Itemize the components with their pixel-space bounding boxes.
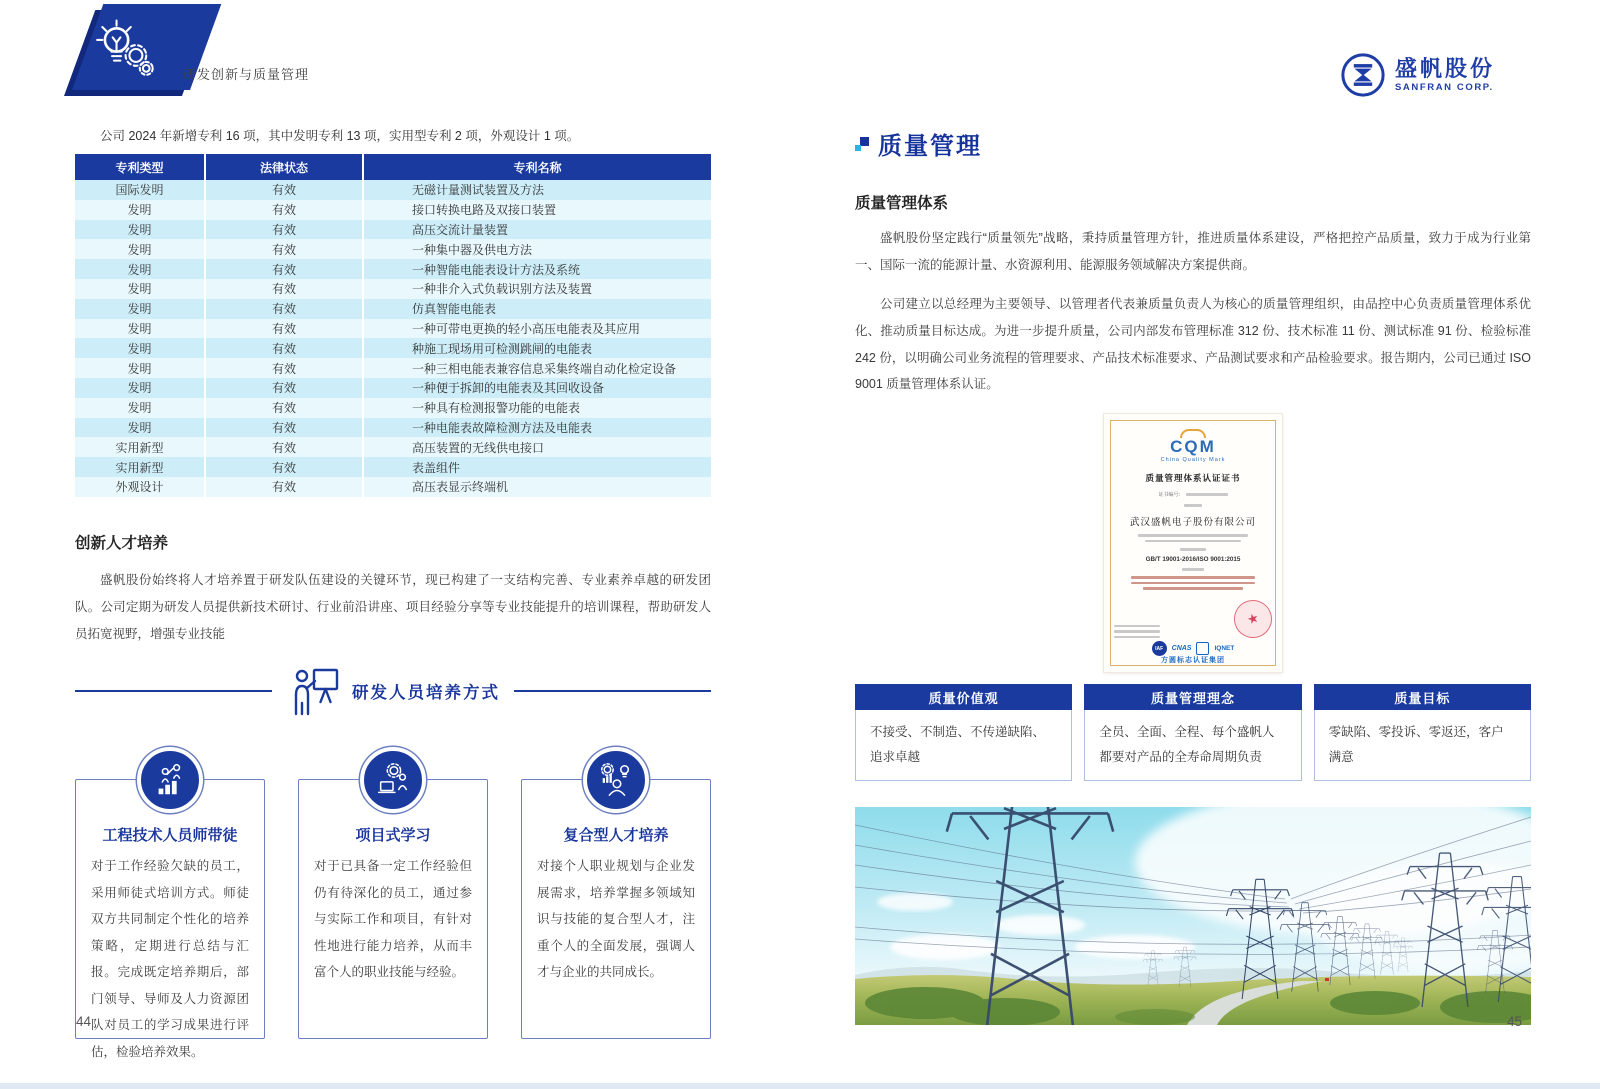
cell-type: 发明 [75, 299, 205, 319]
versatile-talent-icon [583, 747, 649, 813]
quality-box-values [855, 684, 1072, 781]
certificate-company: 武汉盛帆电子股份有限公司 [1129, 517, 1256, 529]
certificate-standard: GB/T 19001-2016/ISO 9001:2015 [1145, 556, 1241, 564]
logo-name-cn: 盛帆股份 [1394, 56, 1495, 82]
cqm-logo-subtitle: China Quality Mark [1160, 457, 1226, 464]
quality-boxes [855, 684, 1531, 781]
table-row [75, 358, 711, 378]
logo-name-en: SANFRAN CORP. [1394, 81, 1494, 93]
cell-type: 发明 [75, 239, 205, 259]
patent-intro: 公司 2024 年新增专利 16 项，其中发明专利 13 项，实用型专利 2 项，外观设计 1 项。 [100, 129, 580, 143]
card-title: 项目式学习 [355, 827, 431, 845]
cqm-logo: CQM [1170, 437, 1216, 457]
table-row [75, 319, 711, 339]
cell-name: 无磁计量测试装置及方法 [363, 180, 711, 200]
training-card-versatile [521, 779, 711, 1039]
company-logo-mark [1340, 52, 1386, 98]
transmission-towers-photo [855, 807, 1531, 1025]
page-number-right: 45 [1506, 1014, 1522, 1029]
cell-status: 有效 [205, 239, 363, 259]
quality-box-goals [1314, 684, 1531, 781]
cell-type: 发明 [75, 378, 205, 398]
col-header-status: 法律状态 [205, 154, 363, 180]
divider-line-right [514, 690, 711, 692]
talent-section-body: 盛帆股份始终将人才培养置于研发队伍建设的关键环节，现已构建了一支结构完善、专业素养卓越的研发团队。公司定期为研发人员提供新技术研讨、行业前沿讲座、项目经验分享等专业技能提升的培训课程，帮助研发人员拓宽视野，增强专业技能 [75, 572, 711, 641]
cell-status: 有效 [205, 437, 363, 457]
cell-type: 外观设计 [75, 477, 205, 497]
card-title: 工程技术人员师带徒 [102, 827, 238, 845]
mark-logo [1196, 642, 1209, 655]
card-title: 复合型人才培养 [563, 827, 669, 845]
iso-certificate [1104, 414, 1282, 672]
training-cards [75, 779, 711, 1059]
certificate-group-name: 方圆标志认证集团 [1161, 657, 1225, 665]
training-card-mentorship [75, 779, 265, 1059]
subsection-title: 质量管理体系 [855, 195, 949, 212]
red-seal-stamp: ★ [1229, 595, 1277, 643]
table-row [75, 477, 711, 497]
training-divider [75, 661, 711, 721]
cell-name: 表盖组件 [363, 457, 711, 477]
micro-text-line [1184, 504, 1202, 507]
micro-text-line [1145, 540, 1241, 543]
cell-name: 一种三相电能表兼容信息采集终端自动化检定设备 [363, 358, 711, 378]
cell-type: 发明 [75, 200, 205, 220]
table-row [75, 220, 711, 240]
quality-box-philosophy [1084, 684, 1301, 781]
micro-text-line [1182, 568, 1204, 571]
scope-text-line [1131, 576, 1255, 579]
table-header-row [75, 154, 711, 180]
cell-status: 有效 [205, 477, 363, 497]
cell-status: 有效 [205, 398, 363, 418]
cell-name: 接口转换电路及双接口装置 [363, 200, 711, 220]
box-body: 零缺陷、零投诉、零返还，客户满意 [1314, 710, 1531, 781]
table-row [75, 457, 711, 477]
certificate-dates [1114, 625, 1160, 639]
cell-status: 有效 [205, 418, 363, 438]
table-row [75, 437, 711, 457]
cell-type: 发明 [75, 220, 205, 240]
page-number-left: 44 [76, 1014, 92, 1029]
left-page [75, 126, 711, 1059]
table-row [75, 398, 711, 418]
project-learning-icon [360, 747, 426, 813]
patent-table [75, 154, 711, 497]
certificate-title: 质量管理体系认证证书 [1145, 473, 1241, 484]
box-body: 不接受、不制造、不传递缺陷、追求卓越 [855, 710, 1072, 781]
card-body: 对于工作经验欠缺的员工，采用师徒式培训方式。师徒双方共同制定个性化的培养策略，定期进行总结与汇报。完成既定培养期后，部门领导、导师及人力资源团队对员工的学习成果进行评估，检验培养效果。 [91, 859, 249, 1059]
cell-name: 种施工现场用可检测跳闸的电能表 [363, 338, 711, 358]
chapter-label: 研发创新与质量管理 [183, 67, 310, 82]
cell-status: 有效 [205, 220, 363, 240]
box-title: 质量管理理念 [1084, 684, 1301, 710]
cell-status: 有效 [205, 338, 363, 358]
talent-section-title: 创新人才培养 [75, 534, 169, 552]
training-card-project [298, 779, 488, 1039]
micro-text-line [1138, 534, 1248, 537]
table-row [75, 180, 711, 200]
table-row [75, 418, 711, 438]
cell-type: 发明 [75, 319, 205, 339]
training-divider-label: 研发人员培养方式 [352, 684, 500, 703]
cell-name: 高压表显示终端机 [363, 477, 711, 497]
cell-status: 有效 [205, 180, 363, 200]
cell-status: 有效 [205, 378, 363, 398]
accreditation-logos [1104, 641, 1282, 656]
cell-type: 发明 [75, 279, 205, 299]
cell-name: 一种集中器及供电方法 [363, 239, 711, 259]
cell-status: 有效 [205, 319, 363, 339]
cell-status: 有效 [205, 200, 363, 220]
cell-name: 高压装置的无线供电接口 [363, 437, 711, 457]
cell-name: 高压交流计量装置 [363, 220, 711, 240]
col-header-name: 专利名称 [363, 154, 711, 180]
cell-name: 一种具有检测报警功能的电能表 [363, 398, 711, 418]
cell-type: 发明 [75, 358, 205, 378]
cell-name: 一种非介入式负载识别方法及装置 [363, 279, 711, 299]
right-page [855, 126, 1531, 1025]
table-row [75, 259, 711, 279]
cell-type: 发明 [75, 338, 205, 358]
section-title: 质量管理 [878, 133, 982, 160]
cell-name: 仿真智能电能表 [363, 299, 711, 319]
cnas-logo: CNAS [1171, 645, 1192, 653]
cell-type: 国际发明 [75, 180, 205, 200]
cell-name: 一种电能表故障检测方法及电能表 [363, 418, 711, 438]
section-title-row [855, 126, 1531, 161]
cell-name: 一种智能电能表设计方法及系统 [363, 259, 711, 279]
cell-type: 实用新型 [75, 437, 205, 457]
cell-type: 实用新型 [75, 457, 205, 477]
cell-status: 有效 [205, 299, 363, 319]
table-row [75, 338, 711, 358]
cell-type: 发明 [75, 259, 205, 279]
cell-status: 有效 [205, 358, 363, 378]
company-logo [1340, 52, 1495, 98]
bottom-edge-strip [0, 1083, 1600, 1089]
table-row [75, 279, 711, 299]
scope-text-line [1143, 587, 1243, 590]
quality-paragraph-1: 盛帆股份坚定践行“质量领先”战略，秉持质量管理方针，推进质量体系建设，严格把控产品质量，致力于成为行业第一、国际一流的能源计量、水资源利用、能源服务领域解决方案提供商。 [855, 231, 1531, 272]
iaf-logo: IAF [1152, 641, 1167, 656]
scope-text-line [1131, 582, 1255, 585]
cell-status: 有效 [205, 457, 363, 477]
cell-status: 有效 [205, 259, 363, 279]
table-row [75, 200, 711, 220]
cell-type: 发明 [75, 418, 205, 438]
innovation-bulb-gear-icon [92, 18, 154, 80]
cell-status: 有效 [205, 279, 363, 299]
section-bullet-icon [855, 137, 869, 151]
certificate-footer [1114, 600, 1272, 638]
col-header-type: 专利类型 [75, 154, 205, 180]
table-row [75, 378, 711, 398]
micro-text-line [1180, 548, 1206, 551]
cell-name: 一种可带电更换的轻小高压电能表及其应用 [363, 319, 711, 339]
mentorship-icon [137, 747, 203, 813]
iqnet-logo: IQNET [1214, 645, 1235, 653]
certificate-number-line: 证书编号： [1158, 491, 1227, 498]
table-row [75, 239, 711, 259]
table-row [75, 299, 711, 319]
box-title: 质量目标 [1314, 684, 1531, 710]
cell-name: 一种便于拆卸的电能表及其回收设备 [363, 378, 711, 398]
card-body: 对于已具备一定工作经验但仍有待深化的员工，通过参与实际工作和项目，有针对性地进行能力培养，从而丰富个人的职业技能与经验。 [314, 859, 472, 980]
card-body: 对接个人职业规划与企业发展需求，培养掌握多领域知识与技能的复合型人才，注重个人的全面发展，强调人才与企业的共同成长。 [537, 859, 695, 980]
quality-paragraph-2: 公司建立以总经理为主要领导、以管理者代表兼质量负责人为核心的质量管理组织，由品控中心负责质量管理体系优化、推动质量目标达成。为进一步提升质量，公司内部发布管理标准 312 份、技术标准 11 份、测试标准 91 份、检验标准 242 份，以明确公司业务流程的管理要求、产品技术标准要求、产品测试要求和产品检验要求。报告期内，公司已通过 ISO 9001 质量管理体系认证。 [855, 296, 1531, 392]
presenter-board-icon [290, 665, 342, 717]
cell-type: 发明 [75, 398, 205, 418]
box-body: 全员、全面、全程、每个盛帆人都要对产品的全寿命周期负责 [1084, 710, 1301, 781]
box-title: 质量价值观 [855, 684, 1072, 710]
divider-line-left [75, 690, 272, 692]
